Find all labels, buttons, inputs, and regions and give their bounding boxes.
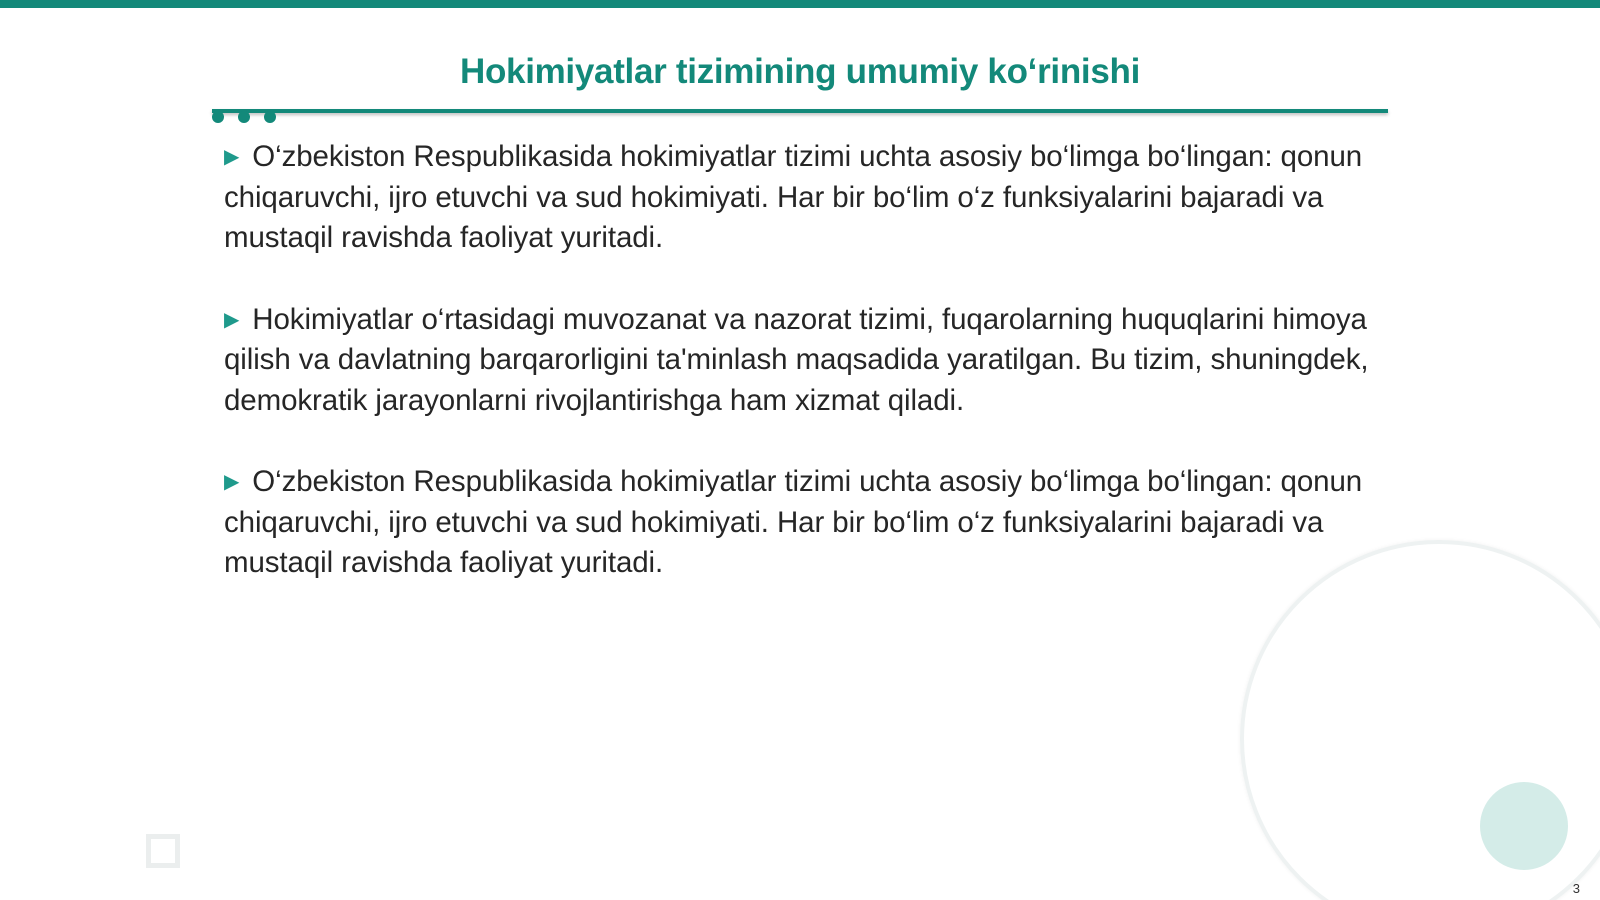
title-underline [212,109,1388,113]
page-number: 3 [1572,881,1580,896]
decorative-square [146,834,180,868]
triangle-right-icon: ▶ [224,471,240,493]
decorative-dot [264,111,276,123]
bullet-item [224,300,1374,422]
slide-title: Hokimiyatlar tizimining umumiy ko‘rinishi [459,52,1141,91]
bullet-text: O‘zbekiston Respublikasida hokimiyatlar tizimi uchta asosiy bo‘limga bo‘lingan: qonun chiqaruvchi, ijro etuvchi va sud hokimiyati. Har bir bo‘lim o‘z funksiyalarini bajaradi va mustaqil ravishda faoliyat yuritadi. [224,465,1363,579]
triangle-right-icon: ▶ [224,146,240,168]
bullet-list [224,137,1374,625]
triangle-right-icon: ▶ [224,308,240,331]
top-accent-bar [0,0,1600,8]
bullet-item [224,462,1374,584]
decorative-dot [238,111,250,123]
bullet-item [224,137,1374,259]
bullet-text: Hokimiyatlar o‘rtasidagi muvozanat va nazorat tizimi, fuqarolarning huquqlarini himoya qilish va davlatning barqarorligini ta'minlash maqsadida yaratilgan. Bu tizim, shuningdek, demokratik jarayonlarni rivojlantirishga ham xizmat qiladi. [224,302,1369,417]
decorative-circle [1480,782,1568,870]
decorative-dot [212,111,224,123]
bullet-text: O‘zbekiston Respublikasida hokimiyatlar tizimi uchta asosiy bo‘limga bo‘lingan: qonun chiqaruvchi, ijro etuvchi va sud hokimiyati. Har bir bo‘lim o‘z funksiyalarini bajaradi va mustaqil ravishda faoliyat yuritadi. [224,140,1363,254]
